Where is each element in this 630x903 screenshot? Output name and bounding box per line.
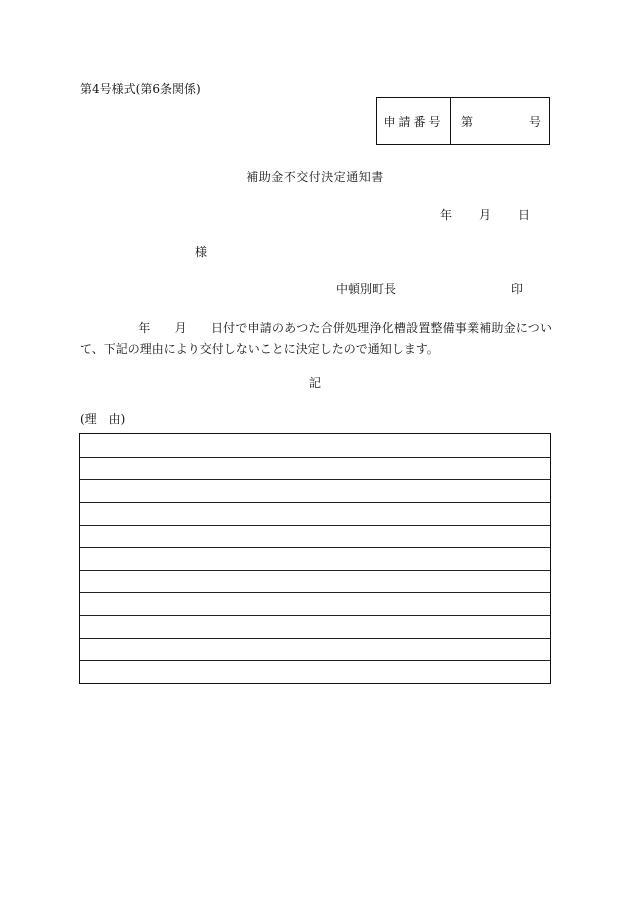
application-number-value[interactable] bbox=[451, 98, 549, 144]
date-day: 日 bbox=[517, 208, 530, 222]
reason-line bbox=[80, 502, 550, 503]
reason-line bbox=[80, 592, 550, 593]
date-month: 月 bbox=[478, 208, 491, 222]
reason-line bbox=[80, 660, 550, 661]
date-year: 年 bbox=[440, 208, 453, 222]
issuer-name: 中頓別町長 bbox=[336, 282, 397, 296]
date-line bbox=[440, 206, 530, 223]
go-label: 号 bbox=[528, 114, 541, 129]
page-title: 補助金不交付決定通知書 bbox=[246, 170, 384, 184]
notice-body bbox=[80, 318, 552, 360]
reason-table[interactable] bbox=[79, 433, 551, 684]
body-year: 年 bbox=[138, 321, 151, 335]
application-number-box bbox=[376, 97, 550, 145]
reason-line bbox=[80, 479, 550, 480]
body-month: 月 bbox=[174, 321, 187, 335]
ki-heading: 記 bbox=[308, 376, 321, 390]
body-text: 日付で申請のあつた合併処理浄化槽設置整備事業補助金について、下記の理由により交付しないことに決定したので通知します。 bbox=[80, 321, 552, 356]
reason-label: (理 由) bbox=[80, 412, 126, 426]
reason-line bbox=[80, 547, 550, 548]
seal-mark: 印 bbox=[511, 282, 524, 296]
reason-line bbox=[80, 615, 550, 616]
addressee-suffix: 様 bbox=[195, 245, 208, 259]
reason-line bbox=[80, 638, 550, 639]
dai-label: 第 bbox=[461, 114, 474, 129]
form-number: 第4号様式(第6条関係) bbox=[80, 82, 201, 96]
application-number-label: 申請番号 bbox=[377, 98, 451, 144]
reason-line bbox=[80, 570, 550, 571]
reason-line bbox=[80, 525, 550, 526]
reason-line bbox=[80, 457, 550, 458]
